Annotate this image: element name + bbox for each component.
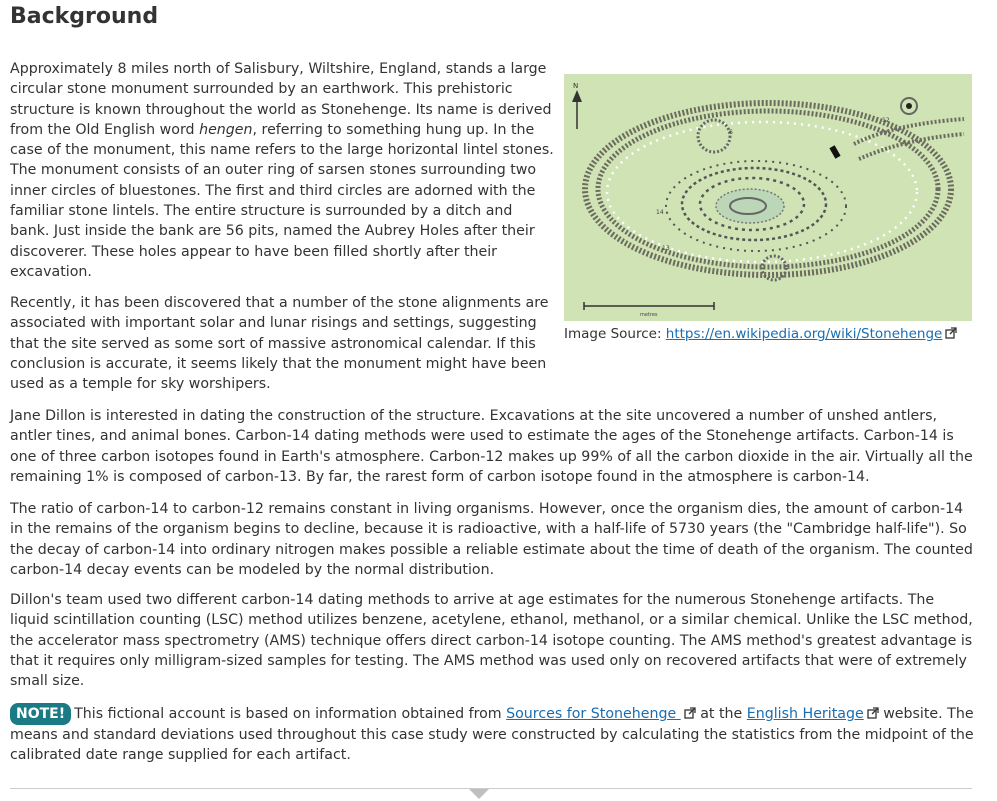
chevron-down-icon[interactable] <box>469 789 489 799</box>
plan-label-13: 13 <box>662 245 670 252</box>
note-badge: NOTE! <box>10 703 71 725</box>
external-link-icon <box>945 327 957 339</box>
intro-text-after: , referring to something hung up. In the case of the monument, this name refers to the large horizontal lintel stones. The monument consists of an outer ring of sarsen stones surrounding two inner circles of bluestones. The first and third circles are adorned with the familiar stone lintels. The entire structure is surrounded by a ditch and bank. Just inside the bank are 56 pits, named the Aubrey Holes after their discoverer. These holes appear to have been filled shortly after their excavation. <box>10 121 554 280</box>
paragraph-carbon-isotopes: Jane Dillon is interested in dating the construction of the structure. Excavations at the site uncovered a number of unshed antlers, antler tines, and animal bones. Carbon-14 dating methods were used to estimate the ages of the Stonehenge artifacts. Carbon-14 is one of three carbon isotopes found in Earth's atmosphere. Carbon-12 makes up 99% of all the carbon dioxide in the air. Virtually all the remaining 1% is composed of carbon-13. By far, the rarest form of carbon isotope found in the atmosphere is carbon-14. <box>10 408 973 485</box>
north-label: N <box>573 82 579 90</box>
intro-text-before: Approximately 8 miles north of Salisbury, Wiltshire, England, stands a large circular stone monument surrounded by an earthwork. This prehistoric structure is known throughout the world as Stonehenge. Its name is derived from the Old English word <box>10 61 552 138</box>
intro-emphasis: hengen <box>199 121 253 138</box>
stonehenge-plan-drawing <box>564 74 972 321</box>
plan-label-14: 14 <box>656 209 664 216</box>
stonehenge-plan-image <box>564 74 972 321</box>
caption-prefix: Image Source: <box>564 326 666 342</box>
image-source-link[interactable]: https://en.wikipedia.org/wiki/Stonehenge <box>665 326 943 342</box>
scale-label: metres <box>640 312 658 318</box>
north-arrow-icon <box>572 82 582 129</box>
image-caption <box>564 326 957 342</box>
paragraph-dating-methods: Dillon's team used two different carbon-14 dating methods to arrive at age estimates for the numerous Stonehenge artifacts. The liquid scintillation counting (LSC) method utilizes benzene, acetylene, ethanol, methanol, or a similar chemical. Unlike the LSC method, the accelerator mass spectrometry (AMS) technique offers direct carbon-14 isotope counting. The AMS method's greatest advantage is that it requires only milligram-sized samples for testing. The AMS method was used only on recovered artifacts that were of extremely small size. <box>10 592 973 690</box>
note-text-2: at the <box>695 706 747 722</box>
external-link-icon <box>684 707 696 719</box>
page-title: Background <box>10 4 159 29</box>
sources-for-stonehenge-link[interactable]: Sources for Stonehenge <box>506 706 681 722</box>
paragraph-astronomy: Recently, it has been discovered that a number of the stone alignments are associated with important solar and lunar risings and settings, suggesting that the site served as some sort of massive astronomical calendar. If this conclusion is accurate, it seems likely that the monument might have been used as a temple for sky worshipers. <box>10 295 549 393</box>
plan-label-6: 6 <box>729 129 733 136</box>
note-text-1: This fictional account is based on information obtained from <box>74 706 507 722</box>
paragraph-half-life: The ratio of carbon-14 to carbon-12 remains constant in living organisms. However, once the organism dies, the amount of carbon-14 in the remains of the organism begins to decline, because it is radioactive, with a half-life of 5730 years (the "Cambridge half-life"). So the decay of carbon-14 into ordinary nitrogen makes possible a reliable estimate about the time of death of the organism. The counted carbon-14 decay events can be modeled by the normal distribution. <box>10 501 973 578</box>
plan-label-12: 12 <box>882 117 890 124</box>
note-paragraph <box>10 703 976 766</box>
note-text-3: website. The means and standard deviations used throughout this case study were constructed by calculating the statistics from the midpoint of the calibrated date range supplied for each artifact. <box>10 706 974 764</box>
paragraph-intro <box>10 59 555 282</box>
english-heritage-link[interactable]: English Heritage <box>746 706 864 722</box>
section-divider <box>10 788 972 789</box>
external-link-icon <box>867 707 879 719</box>
